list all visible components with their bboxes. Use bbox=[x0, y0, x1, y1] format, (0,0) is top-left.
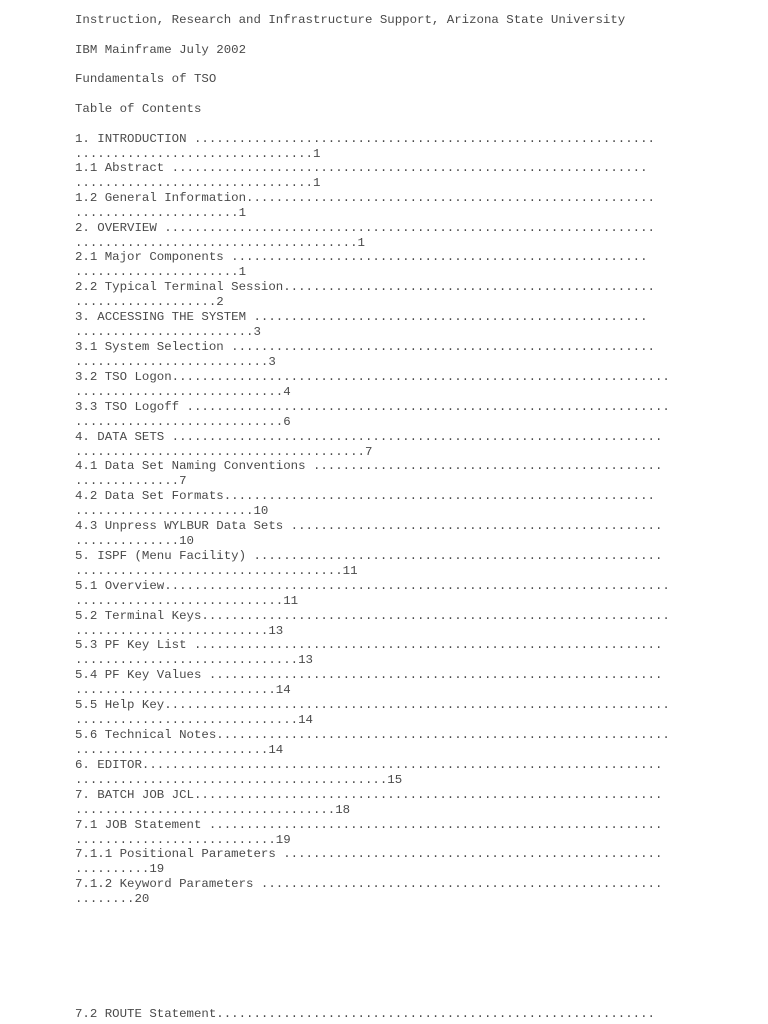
toc-entry-title: 1.1 Abstract ................................................................ bbox=[75, 161, 648, 175]
toc-entry-title: 7. BATCH JOB JCL............................................................... bbox=[75, 788, 663, 802]
toc-entry-page: ........................3 bbox=[75, 325, 261, 339]
toc-entry-page: ..........................14 bbox=[75, 743, 284, 757]
toc-entry-page: ......................................1 bbox=[75, 236, 365, 250]
toc-entry bbox=[0, 191, 768, 221]
toc-entry-page: ....................................11 bbox=[75, 564, 358, 578]
toc-entry bbox=[0, 459, 768, 489]
toc-entry bbox=[0, 280, 768, 310]
toc-entry-page: ..............................14 bbox=[75, 713, 313, 727]
toc-entry-title: 7.1 JOB Statement ............................................................. bbox=[75, 818, 663, 832]
institution-line: Instruction, Research and Infrastructure Support, Arizona State University bbox=[75, 13, 626, 27]
document-title: Fundamentals of TSO bbox=[75, 72, 217, 86]
toc-entry bbox=[0, 132, 768, 162]
toc-entry bbox=[0, 579, 768, 609]
toc-entry-title: 5.6 Technical Notes............................................................. bbox=[75, 728, 670, 742]
toc-entry-title: 4.3 Unpress WYLBUR Data Sets .................................................. bbox=[75, 519, 663, 533]
toc-entry bbox=[0, 609, 768, 639]
toc-heading: Table of Contents bbox=[75, 102, 202, 116]
toc-entry-title: 6. EDITOR...................................................................... bbox=[75, 758, 663, 772]
toc-entry-title: 5.1 Overview.................................................................... bbox=[75, 579, 670, 593]
toc-entry bbox=[0, 847, 768, 877]
toc-entry-title: 2. OVERVIEW .................................................................. bbox=[75, 221, 655, 235]
toc-entry-title: 4.1 Data Set Naming Conventions ............................................... bbox=[75, 459, 663, 473]
toc-entry-page: ..........................3 bbox=[75, 355, 276, 369]
toc-entry bbox=[0, 728, 768, 758]
toc-entry bbox=[0, 161, 768, 191]
toc-entry-page: .......................................7 bbox=[75, 445, 373, 459]
toc-entry-title: 5.4 PF Key Values ............................................................. bbox=[75, 668, 663, 682]
toc-entry-title: 3. ACCESSING THE SYSTEM ..................................................... bbox=[75, 310, 648, 324]
toc-entry-title: 5. ISPF (Menu Facility) ....................................................... bbox=[75, 549, 663, 563]
toc-entry bbox=[0, 788, 768, 818]
toc-entry bbox=[0, 668, 768, 698]
toc-entry-page: ................................1 bbox=[75, 176, 321, 190]
toc-entry-title: 3.3 TSO Logoff ................................................................. bbox=[75, 400, 670, 414]
toc-entry-page: ......................1 bbox=[75, 265, 247, 279]
toc-entry-page: ..............7 bbox=[75, 474, 187, 488]
toc-entry bbox=[0, 340, 768, 370]
toc-entry bbox=[0, 430, 768, 460]
toc-entry bbox=[0, 519, 768, 549]
toc-entry-title: 7.1.2 Keyword Parameters ...................................................... bbox=[75, 877, 663, 891]
toc-entry bbox=[0, 310, 768, 340]
toc-entry bbox=[0, 400, 768, 430]
toc-entry-page: ..........19 bbox=[75, 862, 165, 876]
toc-entry-page: ............................6 bbox=[75, 415, 291, 429]
toc-entry-title: 7.2 ROUTE Statement........................................................... bbox=[75, 1007, 655, 1021]
toc-entry-page: ........20 bbox=[75, 892, 150, 906]
toc-entry bbox=[0, 877, 768, 907]
toc-entry-page: ..............10 bbox=[75, 534, 194, 548]
toc-entry bbox=[0, 698, 768, 728]
toc-entry bbox=[0, 250, 768, 280]
toc-entry-page: ..............................13 bbox=[75, 653, 313, 667]
toc-entry bbox=[0, 370, 768, 400]
toc-entry-page: ...........................14 bbox=[75, 683, 291, 697]
toc-entry-title: 3.2 TSO Logon................................................................... bbox=[75, 370, 670, 384]
toc-entry-title: 2.1 Major Components ........................................................ bbox=[75, 250, 648, 264]
toc-entry-title: 1.2 General Information....................................................... bbox=[75, 191, 655, 205]
toc-entry-page: ............................11 bbox=[75, 594, 299, 608]
toc-entry bbox=[0, 549, 768, 579]
toc-entry bbox=[0, 489, 768, 519]
course-line: IBM Mainframe July 2002 bbox=[75, 43, 247, 57]
toc-entry-page: ...........................19 bbox=[75, 833, 291, 847]
toc-entry bbox=[0, 758, 768, 788]
toc-entry-page: ..........................................15 bbox=[75, 773, 403, 787]
toc-entry-title: 5.3 PF Key List ............................................................... bbox=[75, 638, 663, 652]
toc-entry-title: 5.2 Terminal Keys............................................................... bbox=[75, 609, 670, 623]
toc-entry-page: ...................................18 bbox=[75, 803, 351, 817]
toc-entry-page: ................................1 bbox=[75, 147, 321, 161]
toc-entry-page: ..........................13 bbox=[75, 624, 284, 638]
toc-entry-page: ........................10 bbox=[75, 504, 269, 518]
toc-entry-title: 7.1.1 Positional Parameters ................................................... bbox=[75, 847, 663, 861]
toc-entry bbox=[0, 818, 768, 848]
toc-entry-title: 4. DATA SETS .................................................................. bbox=[75, 430, 663, 444]
toc-entry-page: ...................2 bbox=[75, 295, 224, 309]
toc-entry-title: 5.5 Help Key.................................................................... bbox=[75, 698, 670, 712]
toc-entry-title: 4.2 Data Set Formats.......................................................... bbox=[75, 489, 655, 503]
toc-entry-title: 3.1 System Selection ......................................................... bbox=[75, 340, 655, 354]
toc-entry-title: 2.2 Typical Terminal Session.................................................. bbox=[75, 280, 655, 294]
toc-entry-title: 1. INTRODUCTION .............................................................. bbox=[75, 132, 655, 146]
toc-entry-page: ............................4 bbox=[75, 385, 291, 399]
toc-entry bbox=[0, 638, 768, 668]
toc-entry-page: ......................1 bbox=[75, 206, 247, 220]
toc-entry bbox=[0, 221, 768, 251]
